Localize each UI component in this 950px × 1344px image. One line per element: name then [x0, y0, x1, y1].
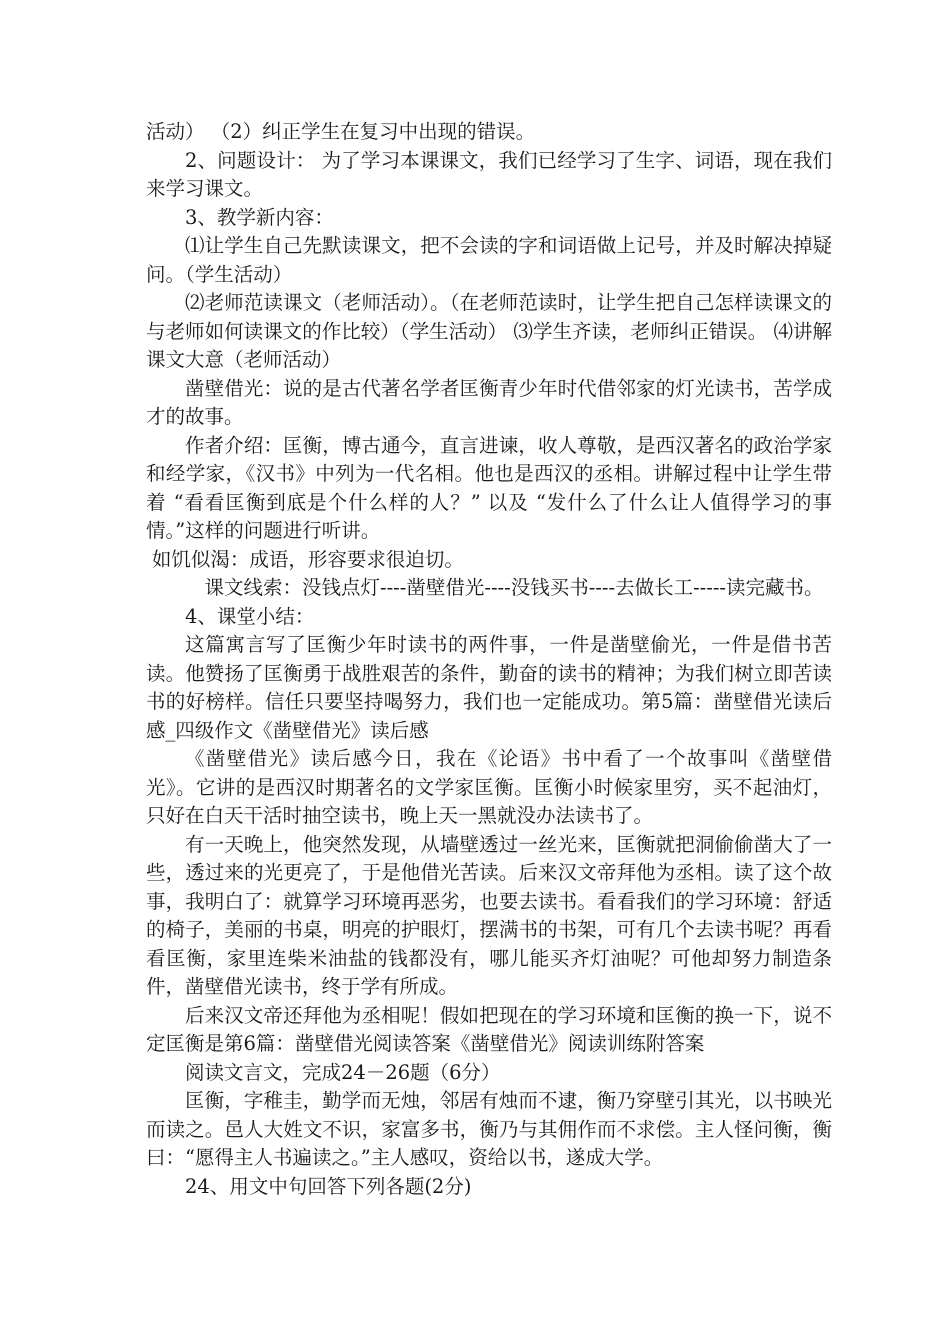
paragraph-reflection-body: 有一天晚上，他突然发现，从墙壁透过一丝光来，匡衡就把洞偷偷凿大了一些，透过来的光更亮了，于是他借光苦读。后来汉文帝拜他为丞相。读了这个故事，我明白了：就算学习环境再恶劣，也要去读书。看看我们的学习环境：舒适的椅子，美丽的书桌，明亮的护眼灯，摆满书的书架，可有几个去读书呢？再看看匡衡，家里连柴米油盐的钱都没有，哪儿能买齐灯油呢？可他却努力制造条件，凿壁借光读书，终于学有所成。: [146, 832, 832, 998]
paragraph-author-intro: 作者介绍：匡衡，博古通今，直言进谏，收人尊敬，是西汉著名的政治学家和经学家，《汉书》中列为一代名相。他也是西汉的丞相。讲解过程中让学生带着 “看看匡衡到底是个什么样的人？” 以及 “发什么了什么让人值得学习的事情。”这样的问题进行听讲。: [146, 433, 832, 542]
paragraph-summary: 这篇寓言写了匡衡少年时读书的两件事，一件是凿壁偷光，一件是借书苦读。他赞扬了匡衡勇于战胜艰苦的条件，勤奋的读书的精神；为我们树立即苦读书的好榜样。信任只要坚持喝努力，我们也一定能成功。第5篇：凿壁借光读后感_四级作文《凿壁借光》读后感: [146, 633, 832, 742]
paragraph-silent-reading: ⑴让学生自己先默读课文，把不会读的字和词语做上记号，并及时解决掉疑问。（学生活动）: [146, 234, 832, 286]
paragraph-idiom: 如饥似渴：成语，形容要求很迫切。: [151, 547, 464, 571]
paragraph-new-content-heading: 3、教学新内容：: [185, 205, 334, 229]
paragraph-summary-heading: 4、课堂小结：: [185, 604, 315, 628]
paragraph-classical-text: 匡衡，字稚圭，勤学而无烛，邻居有烛而不逮，衡乃穿壁引其光，以书映光而读之。邑人大姓文不识，家富多书，衡乃与其佣作而不求偿。主人怪问衡，衡曰：“愿得主人书遍读之。”主人感叹，资给以书，遂成大学。: [146, 1089, 832, 1169]
paragraph-review-activity: 活动） （2）纠正学生在复习中出现的错误。: [146, 120, 536, 143]
paragraph-question-design: 2、问题设计： 为了学习本课课文，我们已经学习了生字、词语，现在我们来学习课文。: [146, 148, 832, 200]
paragraph-exercise-heading: 阅读文言文，完成24－26题（6分）: [185, 1060, 501, 1084]
document-body: [146, 118, 832, 1201]
paragraph-reflection-end: 后来汉文帝还拜他为丞相呢！假如把现在的学习环境和匡衡的换一下，说不定匡衡是第6篇：凿壁借光阅读答案《凿壁借光》阅读训练附答案: [146, 1003, 832, 1055]
paragraph-reflection-intro: 《凿壁借光》读后感今日，我在《论语》书中看了一个故事叫《凿壁借光》。它讲的是西汉时期著名的文学家匡衡。匡衡小时候家里穷，买不起油灯，只好在白天干活时抽空读书，晚上天一黑就没办法读书了。: [146, 747, 832, 827]
paragraph-text-clue: 课文线索：没钱点灯----凿壁借光----没钱买书----去做长工-----读完藏书。: [204, 576, 824, 599]
paragraph-question-24: 24、用文中句回答下列各题(2分): [185, 1174, 472, 1198]
paragraph-title-meaning: 凿壁借光：说的是古代著名学者匡衡青少年时代借邻家的灯光读书，苦学成才的故事。: [146, 376, 832, 428]
paragraph-teacher-reading: ⑵老师范读课文（老师活动）。（在老师范读时，让学生把自己怎样读课文的与老师如何读课文的作比较）（学生活动） ⑶学生齐读，老师纠正错误。 ⑷讲解课文大意（老师活动）: [146, 291, 832, 371]
